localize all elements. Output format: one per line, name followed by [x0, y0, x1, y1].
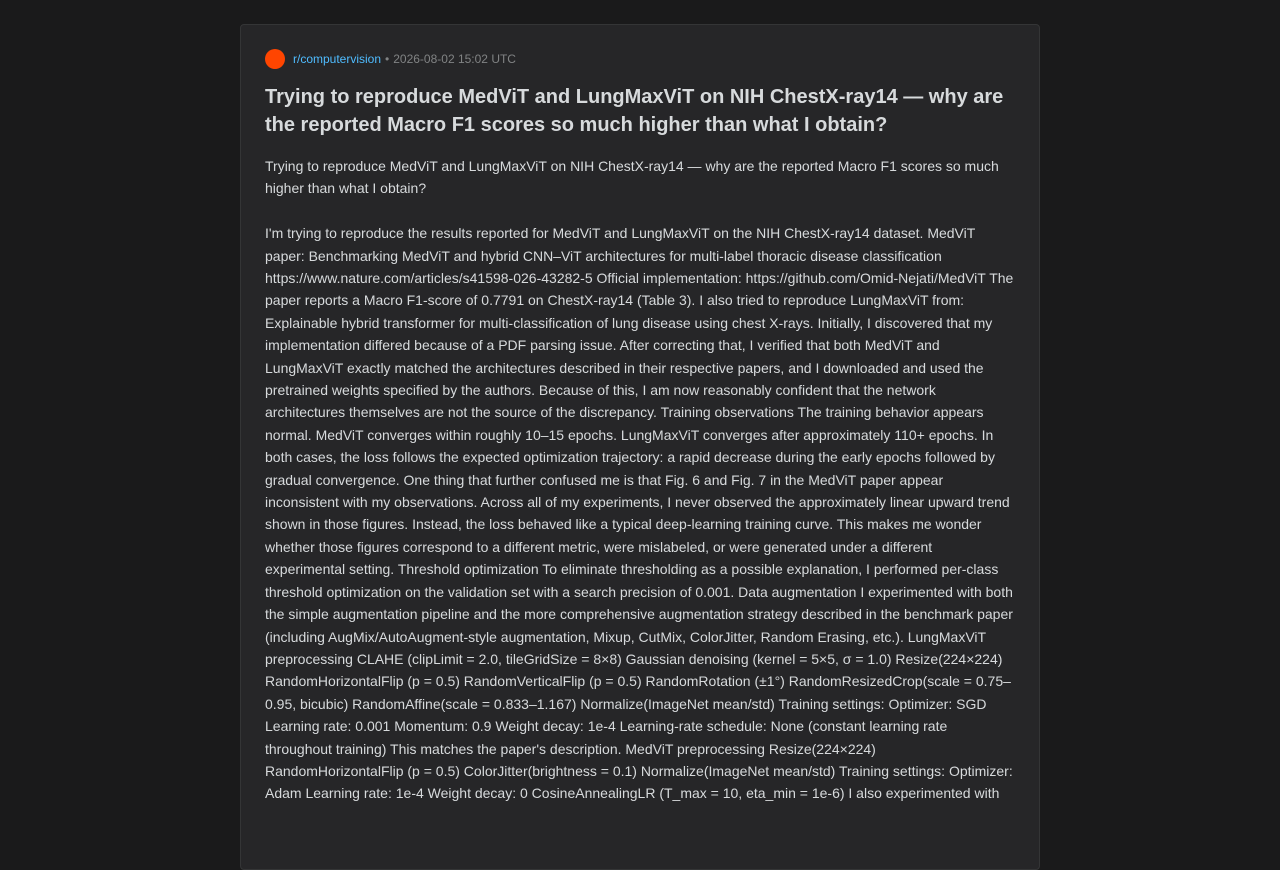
- post-body-paragraph-1: Trying to reproduce MedViT and LungMaxViT on NIH ChestX-ray14 — why are the reported Macro F1 scores so much higher than what I obtain?: [265, 158, 999, 197]
- post-meta: [265, 49, 1015, 69]
- post-title[interactable]: Trying to reproduce MedViT and LungMaxViT on NIH ChestX-ray14 — why are the reported Macro F1 scores so much higher than what I obtain?: [265, 86, 1004, 136]
- subreddit-avatar[interactable]: [265, 49, 285, 69]
- meta-separator: •: [385, 52, 390, 66]
- subreddit-link[interactable]: r/computervision: [293, 52, 382, 66]
- post-body: [265, 155, 1015, 805]
- post-card: [240, 24, 1040, 870]
- post-body-paragraph-2: I'm trying to reproduce the results reported for MedViT and LungMaxViT on the NIH ChestX-ray14 dataset. MedViT paper: Benchmarking MedViT and hybrid CNN–ViT architectures for multi-label thoracic disease classification https://www.nature.com/articles/s41598-026-43282-5 Official implementation: https://github.com/Omid-Nejati/MedViT The paper reports a Macro F1-score of 0.7791 on ChestX-ray14 (Table 3). I also tried to reproduce LungMaxViT from: Explainable hybrid transformer for multi-classification of lung disease using chest X-rays. Initially, I discovered that my implementation differed because of a PDF parsing issue. After correcting that, I verified that both MedViT and LungMaxViT exactly matched the architectures described in their respective papers, and I downloaded and used the pretrained weights specified by the authors. Because of this, I am now reasonably confident that the network architectures themselves are not the source of the discrepancy. Training observations The training behavior appears normal. MedViT converges within roughly 10–15 epochs. LungMaxViT converges after approximately 110+ epochs. In both cases, the loss follows the expected optimization trajectory: a rapid decrease during the early epochs followed by gradual convergence. One thing that further confused me is that Fig. 6 and Fig. 7 in the MedViT paper appear inconsistent with my observations. Across all of my experiments, I never observed the approximately linear upward trend shown in those figures. Instead, the loss behaved like a typical deep-learning training curve. This makes me wonder whether those figures correspond to a different metric, were mislabeled, or were generated under a different experimental setting. Threshold optimization To eliminate thresholding as a possible explanation, I performed per-class threshold optimization on the validation set with a search precision of 0.001. Data augmentation I experimented with both the simple augmentation pipeline and the more comprehensive augmentation strategy described in the benchmark paper (including AugMix/AutoAugment-style augmentation, Mixup, CutMix, ColorJitter, Random Erasing, etc.). LungMaxViT preprocessing CLAHE (clipLimit = 2.0, tileGridSize = 8×8) Gaussian denoising (kernel = 5×5, σ = 1.0) Resize(224×224) RandomHorizontalFlip (p = 0.5) RandomVerticalFlip (p = 0.5) RandomRotation (±1°) RandomResizedCrop(scale = 0.75–0.95, bicubic) RandomAffine(scale = 0.833–1.167) Normalize(ImageNet mean/std) Training settings: Optimizer: SGD Learning rate: 0.001 Momentum: 0.9 Weight decay: 1e-4 Learning-rate schedule: None (constant learning rate throughout training) This matches the paper's description. MedViT preprocessing Resize(224×224) RandomHorizontalFlip (p = 0.5) ColorJitter(brightness = 0.1) Normalize(ImageNet mean/std) Training settings: Optimizer: Adam Learning rate: 1e-4 Weight decay: 0 CosineAnnealingLR (T_max = 10, eta_min = 1e-6) I also experimented with: [265, 225, 1014, 802]
- post-timestamp: 2026-08-02 15:02 UTC: [393, 52, 516, 66]
